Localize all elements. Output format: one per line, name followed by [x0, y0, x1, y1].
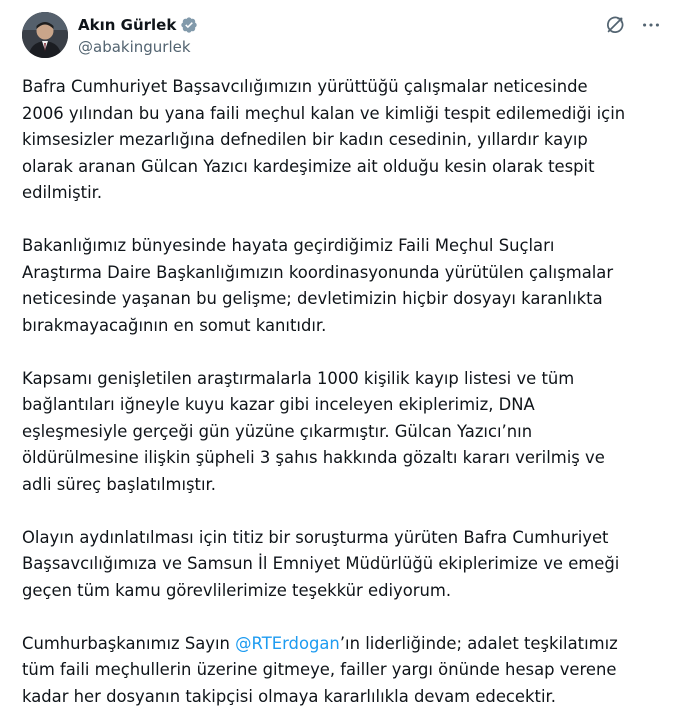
avatar[interactable]	[22, 12, 68, 58]
display-name[interactable]: Akın Gürlek	[78, 16, 177, 34]
author-names	[78, 14, 198, 58]
more-horizontal-icon[interactable]	[640, 14, 662, 36]
tweet-paragraph-2: Bakanlığımız bünyesinde hayata geçirdiğimiz Faili Meçhul Suçları Araştırma Daire Başkanlığımızın koordinasyonunda yürütülen çalışmalar neticesinde yaşanan bu gelişme; devletimizin hiçbir dosyayı karanlıkta bırakmayacağının en somut kanıtıdır.	[22, 236, 614, 335]
tweet-text	[22, 74, 662, 710]
name-row	[78, 14, 198, 36]
tweet-paragraph-1: Bafra Cumhuriyet Başsavcılığımızın yürüttüğü çalışmalar neticesinde 2006 yılından bu yana faili meçhul kalan ve kimliği tespit edilemediği için kimsesizler mezarlığına defnedilen bir kadın cesedinin, yıllardır kayıp olarak aranan Gülcan Yazıcı kardeşimize ait olduğu kesin olarak tespit edilmiştir.	[22, 77, 626, 202]
mention-link[interactable]: @RTErdogan	[235, 633, 340, 653]
grok-icon[interactable]	[604, 14, 626, 36]
tweet-actions	[604, 14, 662, 36]
author-handle[interactable]: @abakingurlek	[78, 38, 191, 56]
tweet-header	[22, 12, 662, 60]
paragraph-5-lead: Cumhurbaşkanımız Sayın	[22, 633, 236, 653]
avatar-image	[22, 12, 68, 58]
tweet-paragraph-3: Kapsamı genişletilen araştırmalarla 1000 kişilik kayıp listesi ve tüm bağlantıları iğneyle kuyu kazar gibi inceleyen ekiplerimiz, DNA eşleşmesiyle gerçeği gün yüzüne çıkarmıştır. Gülcan Yazıcı’nın öldürülmesine ilişkin şüpheli 3 şahıs hakkında gözaltı kararı verilmiş ve adli süreç başlatılmıştır.	[22, 368, 605, 494]
tweet-paragraph-4: Olayın aydınlatılması için titiz bir soruşturma yürüten Bafra Cumhuriyet Başsavcılığımıza ve Samsun İl Emniyet Müdürlüğü ekiplerimize ve emeği geçen tüm kamu görevlilerimize teşekkür ediyorum.	[22, 527, 620, 600]
verified-badge-icon[interactable]	[180, 16, 198, 34]
tweet-paragraph-5	[22, 631, 662, 711]
paragraph-5-rest: ’ın liderliğinde; adalet teşkilatımız tüm faili meçhullerin üzerine gitmeye, failler yargı önünde hesap verene kadar her dosyanın takipçisi olmaya kararlılıkla devam edecektir.	[22, 633, 618, 706]
